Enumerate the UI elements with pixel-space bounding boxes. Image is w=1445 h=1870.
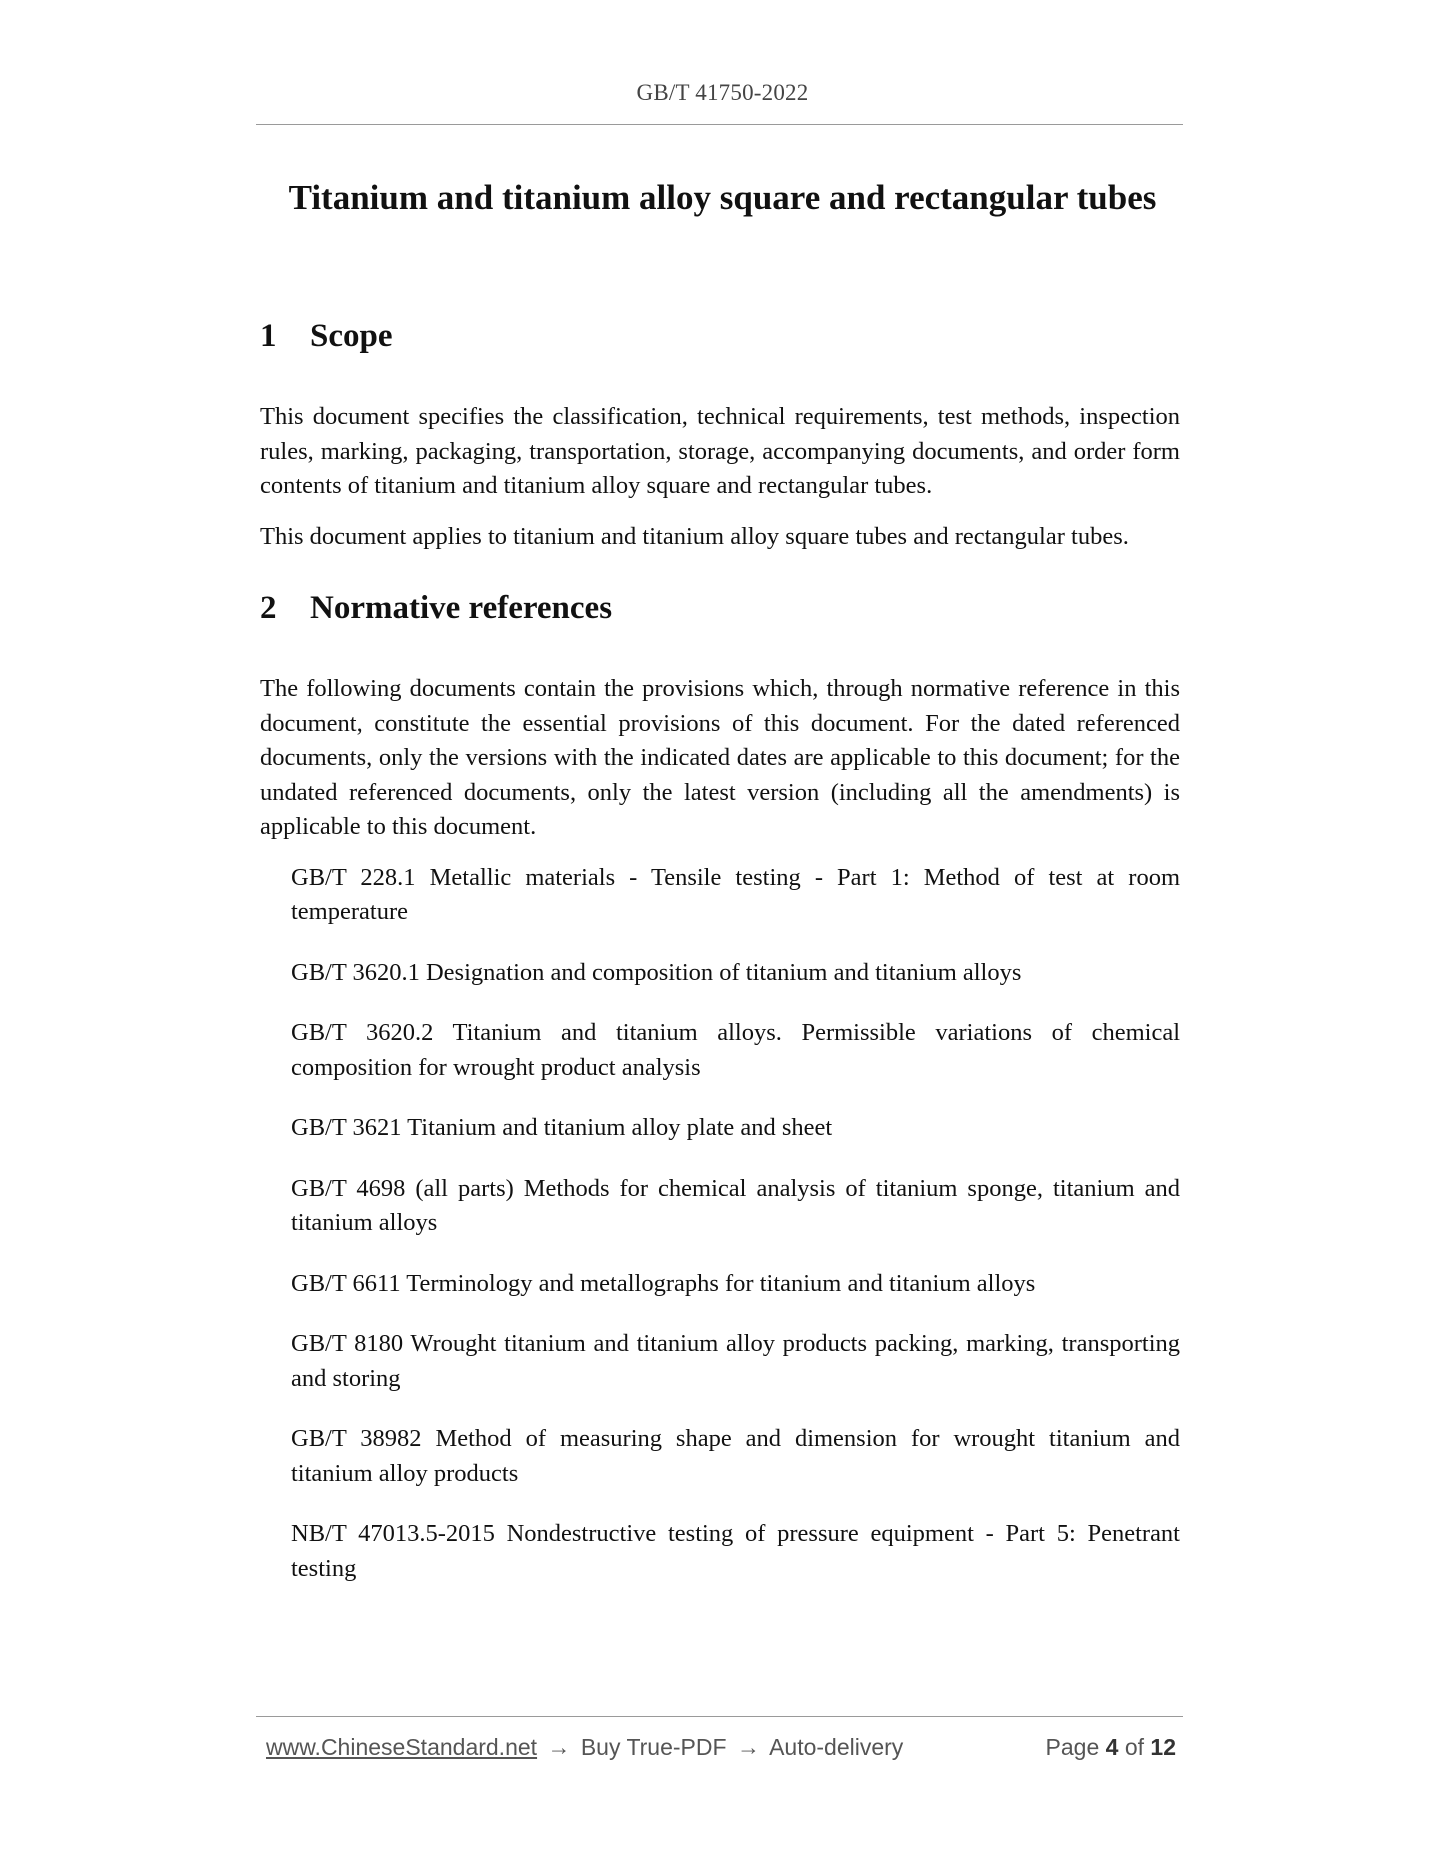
arrow-right-icon: → xyxy=(547,1734,571,1760)
document-title: Titanium and titanium alloy square and rectangular tubes xyxy=(288,178,1157,217)
reference-item: NB/T 47013.5-2015 Nondestructive testing of pressure equipment - Part 5: Penetrant testing xyxy=(291,1520,1180,1582)
site-link[interactable]: www.ChineseStandard.net xyxy=(266,1734,538,1760)
page-label: Page xyxy=(1045,1734,1100,1760)
reference-item: GB/T 6611 Terminology and metallographs for titanium and titanium alloys xyxy=(291,1269,1036,1297)
header-divider xyxy=(256,124,1183,125)
reference-list xyxy=(260,861,1180,1587)
buy-text: Buy True-PDF xyxy=(580,1734,727,1760)
document-body xyxy=(260,312,1180,1612)
section-number: 1 xyxy=(260,318,277,354)
scope-paragraph: This document applies to titanium and titanium alloy square tubes and rectangular tubes. xyxy=(260,522,1129,550)
reference-item: GB/T 3621 Titanium and titanium alloy plate and sheet xyxy=(291,1114,833,1141)
footer-divider xyxy=(256,1716,1183,1717)
reference-item: GB/T 4698 (all parts) Methods for chemical analysis of titanium sponge, titanium and titanium alloys xyxy=(291,1174,1180,1236)
reference-item: GB/T 3620.2 Titanium and titanium alloys. Permissible variations of chemical composition for wrought product analysis xyxy=(291,1019,1180,1081)
of-label: of xyxy=(1124,1734,1145,1760)
page-footer xyxy=(266,1734,1176,1761)
reference-item: GB/T 8180 Wrought titanium and titanium alloy products packing, marking, transporting and storing xyxy=(291,1330,1180,1392)
scope-paragraph: This document specifies the classification, technical requirements, test methods, inspection rules, marking, packaging, transportation, storage, accompanying documents, and order form contents of titanium and titanium alloy square and rectangular tubes. xyxy=(260,403,1180,499)
section-number: 2 xyxy=(260,590,277,626)
section-heading-normative-references xyxy=(260,584,1180,632)
references-intro-paragraph: The following documents contain the provisions which, through normative reference in this document, constitute the essential provisions of this document. For the dated referenced documents, only the versions with the indicated dates are applicable to this document; for the undated referenced documents, only the latest version (including all the amendments) is applicable to this document. xyxy=(260,675,1180,840)
total-pages-number: 12 xyxy=(1150,1734,1176,1760)
standard-code-header: GB/T 41750-2022 xyxy=(636,80,809,105)
current-page-number: 4 xyxy=(1105,1734,1119,1760)
section-title: Scope xyxy=(310,318,393,354)
reference-item: GB/T 228.1 Metallic materials - Tensile testing - Part 1: Method of test at room temperature xyxy=(291,863,1180,925)
section-title: Normative references xyxy=(310,590,613,626)
page-indicator xyxy=(1046,1734,1176,1761)
reference-item: GB/T 3620.1 Designation and composition of titanium and titanium alloys xyxy=(291,958,1022,986)
reference-item: GB/T 38982 Method of measuring shape and dimension for wrought titanium and titanium alloy products xyxy=(291,1425,1180,1487)
arrow-right-icon: → xyxy=(736,1734,760,1760)
delivery-text: Auto-delivery xyxy=(769,1734,904,1760)
section-heading-scope xyxy=(260,312,1180,360)
